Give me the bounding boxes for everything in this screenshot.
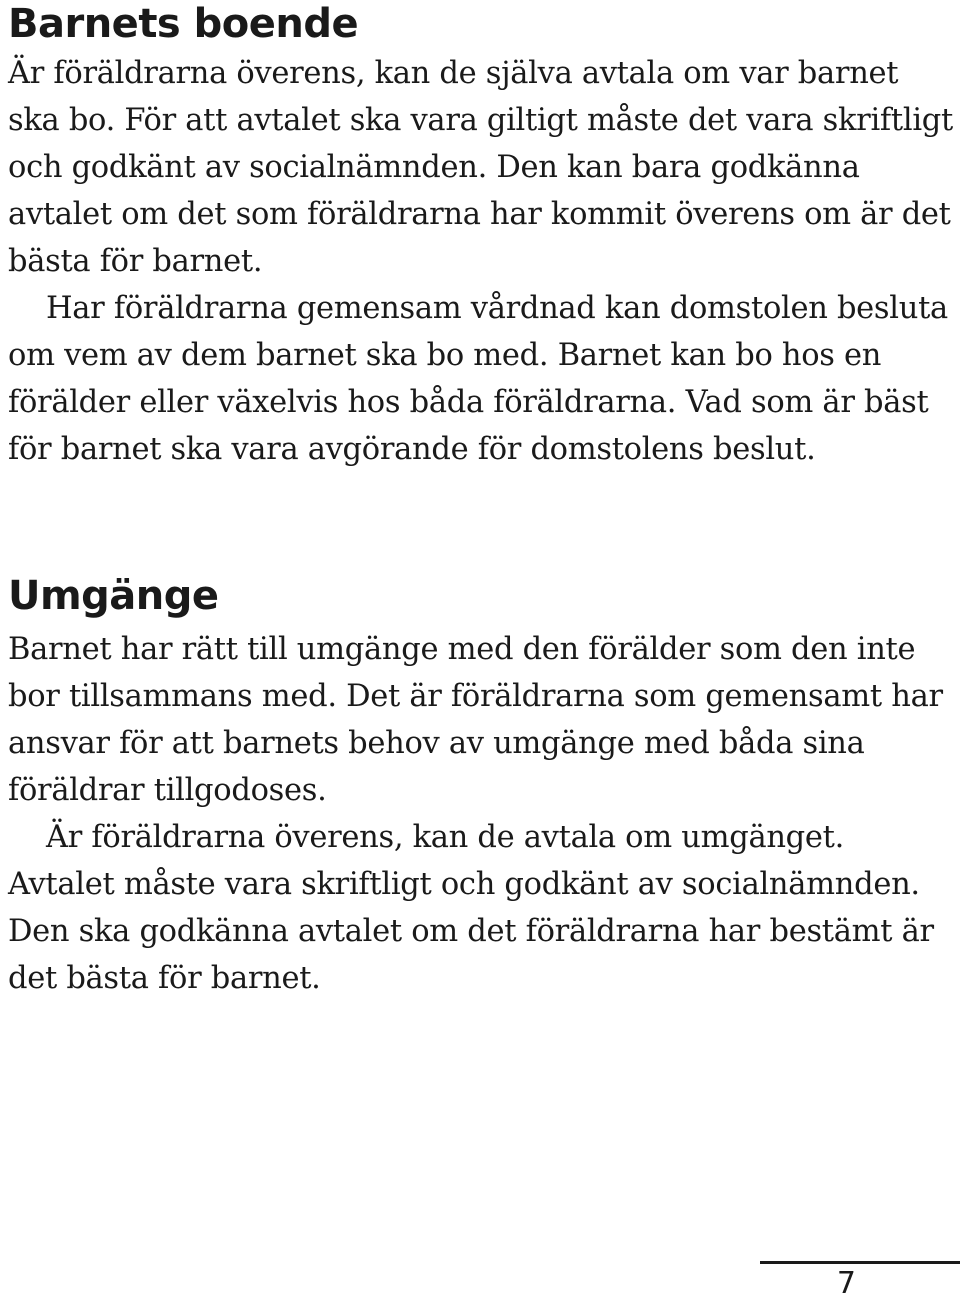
section-heading: Barnets boende bbox=[8, 1, 359, 47]
section-umgange bbox=[8, 572, 953, 1002]
section-heading: Umgänge bbox=[8, 573, 219, 619]
page-number: 7 bbox=[836, 1266, 856, 1301]
section-barnets-boende bbox=[8, 0, 953, 473]
body-paragraph: Är föräldrarna överens, kan de avtala om umgänget. Avtalet måste vara skriftligt och godkänt av socialnämnden. Den ska godkänna avtalet om det föräldrarna har bestämt är det bästa för barnet. bbox=[8, 820, 934, 996]
body-paragraph: Barnet har rätt till umgänge med den förälder som den inte bor tillsammans med. Det är föräldrarna som gemensamt har ansvar för att barnets behov av umgänge med båda sina föräldrar tillgodoses. bbox=[8, 632, 943, 808]
body-paragraph: Är föräldrarna överens, kan de själva avtala om var barnet ska bo. För att avtalet ska vara giltigt måste det vara skriftligt och godkänt av socialnämnden. Den kan bara godkänna avtalet om det som föräldrarna har kommit överens om är det bästa för barnet. bbox=[8, 56, 953, 279]
footer-divider bbox=[760, 1261, 960, 1264]
body-paragraph: Har föräldrarna gemensam vårdnad kan domstolen besluta om vem av dem barnet ska bo med. Barnet kan bo hos en förälder eller växelvis hos båda föräldrarna. Vad som är bäst för barnet ska vara avgörande för domstolens beslut. bbox=[8, 291, 948, 467]
